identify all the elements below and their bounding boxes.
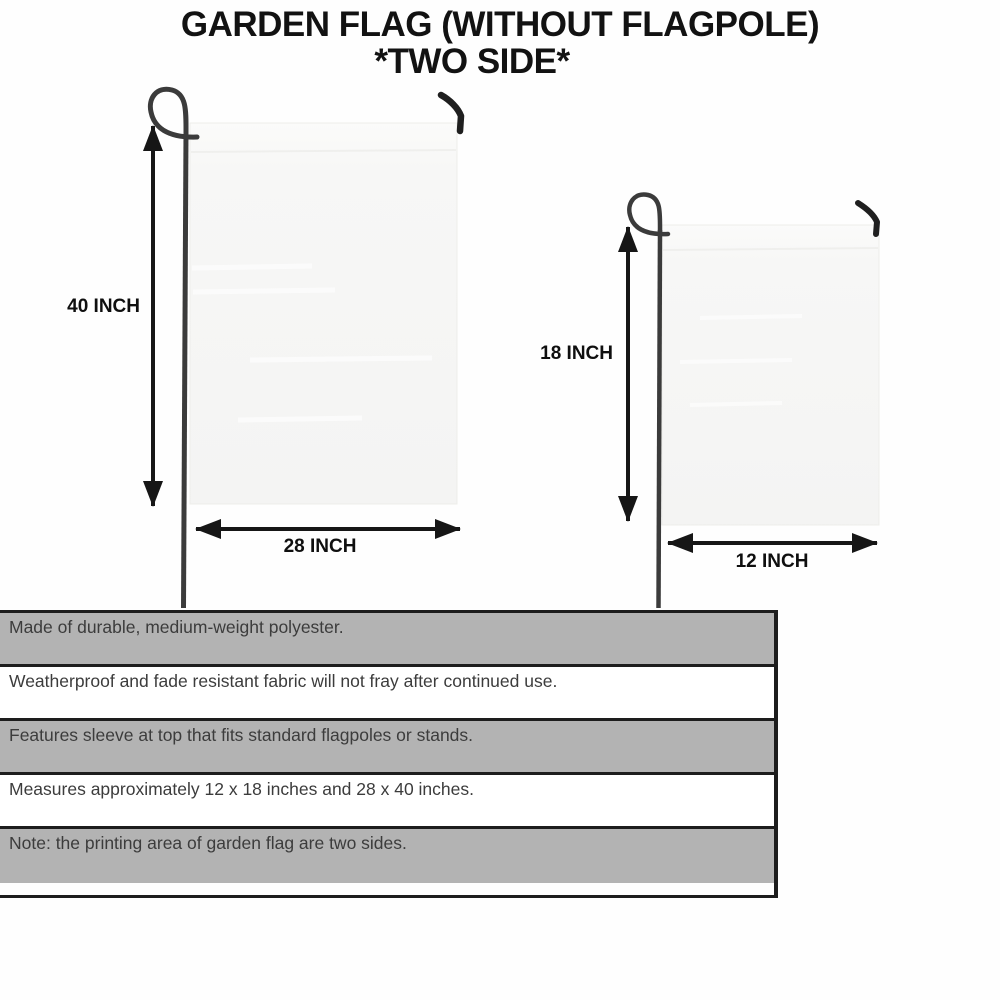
large-flag-fabric xyxy=(190,123,457,504)
small-flag-height-label: 18 INCH xyxy=(540,343,613,364)
large-flag-height-label: 40 INCH xyxy=(67,296,140,317)
large-flag-group xyxy=(150,89,461,608)
small-flag-width-label: 12 INCH xyxy=(735,551,809,572)
small-flag-group xyxy=(628,195,879,608)
feature-row: Note: the printing area of garden flag are two sides. xyxy=(0,829,774,883)
title-line-1: GARDEN FLAG (WITHOUT FLAGPOLE) xyxy=(180,5,820,44)
title-line-2: *TWO SIDE* xyxy=(374,42,570,81)
small-flag-pole xyxy=(659,230,661,608)
large-flag-width-label: 28 INCH xyxy=(283,536,357,557)
small-flag-pole-loop xyxy=(629,195,668,235)
feature-row: Features sleeve at top that fits standard flagpoles or stands. xyxy=(0,721,774,775)
feature-row: Weatherproof and fade resistant fabric will not fray after continued use. xyxy=(0,667,774,721)
small-flag-fabric xyxy=(662,225,879,525)
feature-table xyxy=(0,610,778,898)
feature-row: Made of durable, medium-weight polyester. xyxy=(0,613,774,667)
feature-row: Measures approximately 12 x 18 inches and 28 x 40 inches. xyxy=(0,775,774,829)
large-flag-pole xyxy=(184,132,187,608)
